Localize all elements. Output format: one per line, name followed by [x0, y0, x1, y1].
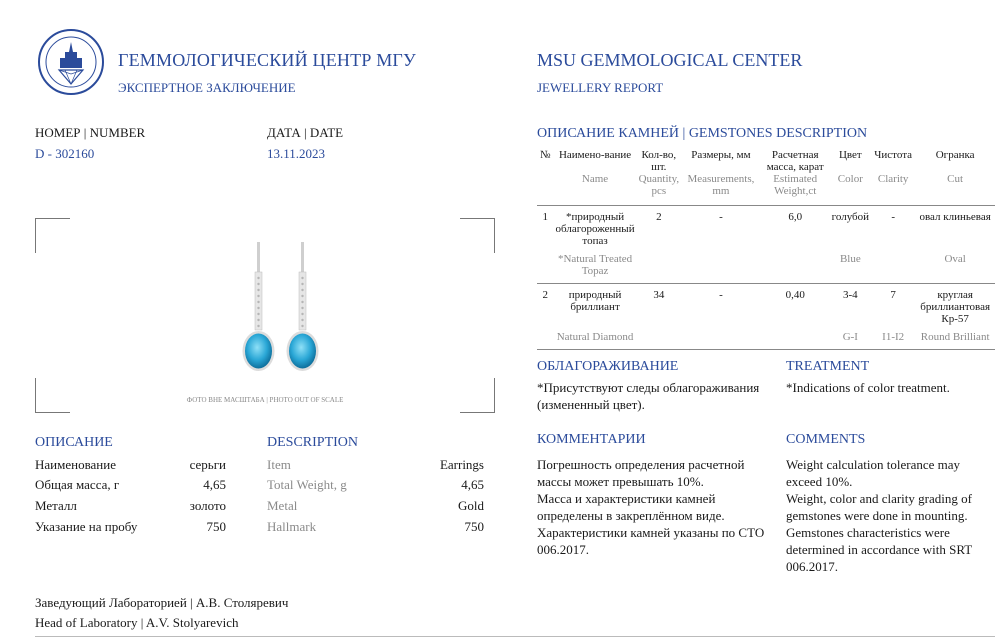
cell-cut-en: Round Brilliant: [920, 331, 990, 343]
cell-weight: 6,0: [788, 211, 803, 223]
cell-clarity-en: [871, 253, 915, 277]
cell-no: 2: [542, 289, 549, 301]
desc-value-en: Gold: [458, 498, 484, 513]
desc-label-en: Total Weight, g: [267, 477, 347, 492]
col-header: Cut: [947, 173, 964, 185]
col-header: Name: [581, 173, 609, 185]
col-header: Расчетная масса, карат: [766, 149, 824, 173]
cell-color-en: G-I: [842, 331, 858, 343]
col-header: Clarity: [877, 173, 909, 185]
treatment-title-ru: ОБЛАГОРАЖИВАНИЕ: [537, 359, 679, 374]
desc-value-ru: серьги: [189, 457, 226, 472]
col-header: Measurements, mm: [687, 173, 755, 197]
report-type-ru: ЭКСПЕРТНОЕ ЗАКЛЮЧЕНИЕ: [118, 80, 296, 95]
treatment-title-en: TREATMENT: [786, 359, 870, 374]
col-header: Огранка: [935, 149, 975, 161]
cell-name: *природный облагороженный топаз: [555, 211, 635, 247]
col-header: Color: [837, 173, 863, 185]
cell-meas: -: [719, 289, 723, 301]
gemstones-table: [537, 149, 995, 350]
cell-no: 1: [542, 211, 549, 223]
cell-name: природный бриллиант: [568, 289, 622, 313]
col-header: Estimated Weight,ct: [773, 173, 818, 197]
table-header-row-en: [537, 173, 995, 197]
desc-label-en: Hallmark: [267, 519, 317, 534]
head-title-ru: Заведующий Лабораторией: [35, 595, 187, 610]
cell-color: 3-4: [843, 289, 858, 301]
head-name-en: A.V. Stolyarevich: [145, 615, 239, 630]
cell-clarity: 7: [890, 289, 896, 301]
desc-value-en: 4,65: [461, 477, 484, 492]
col-header: Наимено-вание: [558, 149, 632, 161]
treatment-text-en: *Indications of color treatment.: [786, 380, 950, 395]
desc-value-ru: золото: [189, 498, 226, 513]
desc-value-en: 750: [464, 519, 484, 534]
table-row: [537, 289, 995, 325]
cell-cut-en: Oval: [944, 253, 966, 265]
report-type-en: JEWELLERY REPORT: [537, 80, 664, 95]
comment-line: Weight calculation tolerance may exceed 10%.: [786, 457, 961, 489]
description-title-en: DESCRIPTION: [267, 435, 359, 450]
comment-line: Gemstones characteristics were determined in accordance with SRT 006.2017.: [786, 525, 972, 574]
desc-value-ru: 750: [206, 519, 226, 534]
cell-qty: 34: [653, 289, 665, 301]
head-of-lab-en: Head of Laboratory | A.V. Stolyarevich: [35, 615, 239, 630]
comment-line: Характеристики камней указаны по СТО 006.2017.: [537, 525, 765, 557]
cell-cut: овал клиньевая: [919, 211, 991, 223]
col-header: Размеры, мм: [691, 149, 751, 161]
cell-clarity-en: I1-I2: [882, 331, 905, 343]
treatment-text-ru: *Присутствуют следы облагораживания (измененный цвет).: [537, 380, 760, 412]
table-row-en: [537, 253, 995, 277]
comments-text-en: [786, 456, 991, 575]
date-value: 13.11.2023: [267, 146, 326, 161]
cell-qty: 2: [656, 211, 662, 223]
desc-label-ru: Металл: [35, 498, 77, 513]
cell-meas: -: [719, 211, 723, 223]
cell-name-en: Natural Diamond: [556, 331, 634, 343]
comments-title-ru: КОММЕНТАРИИ: [537, 432, 646, 447]
desc-label-en: Metal: [267, 498, 298, 513]
photo-caption: ФОТО ВНЕ МАСШТАБА | PHOTO OUT OF SCALE: [186, 396, 344, 404]
cell-name-en: *Natural Treated Topaz: [557, 253, 633, 277]
head-title-en: Head of Laboratory: [35, 615, 138, 630]
head-of-lab-ru: Заведующий Лабораторией | А.В. Столяревич: [35, 595, 289, 610]
table-row: [537, 211, 995, 247]
col-header: Quantity, pcs: [638, 173, 680, 197]
col-header: Чистота: [874, 149, 913, 161]
comments-text-ru: [537, 456, 765, 558]
comment-line: Масса и характеристики камней определены в закреплённом виде.: [537, 491, 725, 523]
head-name-ru: А.В. Столяревич: [195, 595, 289, 610]
footer-divider: [35, 636, 995, 637]
date-label: ДАТА | DATE: [267, 125, 344, 140]
col-header: Кол-во, шт.: [641, 149, 677, 173]
desc-value-en: Earrings: [439, 457, 484, 472]
org-title-en: MSU GEMMOLOGICAL CENTER: [537, 50, 803, 70]
description-title-ru: ОПИСАНИЕ: [35, 435, 113, 450]
comments-title-en: COMMENTS: [786, 432, 866, 447]
col-header: Цвет: [838, 149, 862, 161]
msu-emblem-logo: [37, 28, 105, 96]
desc-label-en: Item: [267, 457, 291, 472]
table-row-en: [537, 331, 995, 343]
desc-label-ru: Указание на пробу: [35, 519, 138, 534]
desc-label-ru: Наименование: [35, 457, 116, 472]
col-header: [537, 173, 554, 197]
gemstones-title: ОПИСАНИЕ КАМНЕЙ | GEMSTONES DESCRIPTION: [537, 126, 868, 141]
comment-line: Погрешность определения расчетной массы может превышать 10%.: [537, 457, 745, 489]
earrings-photo: [240, 238, 335, 383]
cell-clarity: -: [891, 211, 895, 223]
cell-color: голубой: [831, 211, 870, 223]
cell-cut: круглая бриллиантовая Кр-57: [920, 289, 991, 325]
cell-color-en: Blue: [839, 253, 861, 265]
desc-value-ru: 4,65: [203, 477, 226, 492]
table-header-row-ru: [537, 149, 995, 173]
desc-label-ru: Общая масса, г: [35, 477, 120, 492]
number-label: НОМЕР | NUMBER: [35, 125, 146, 140]
photo-frame: [35, 218, 495, 413]
number-value: D - 302160: [35, 146, 95, 161]
comment-line: Weight, color and clarity grading of gemstones were done in mounting.: [786, 491, 972, 523]
col-header: №: [540, 149, 551, 161]
cell-weight: 0,40: [785, 289, 805, 301]
org-title-ru: ГЕММОЛОГИЧЕСКИЙ ЦЕНТР МГУ: [118, 50, 416, 70]
